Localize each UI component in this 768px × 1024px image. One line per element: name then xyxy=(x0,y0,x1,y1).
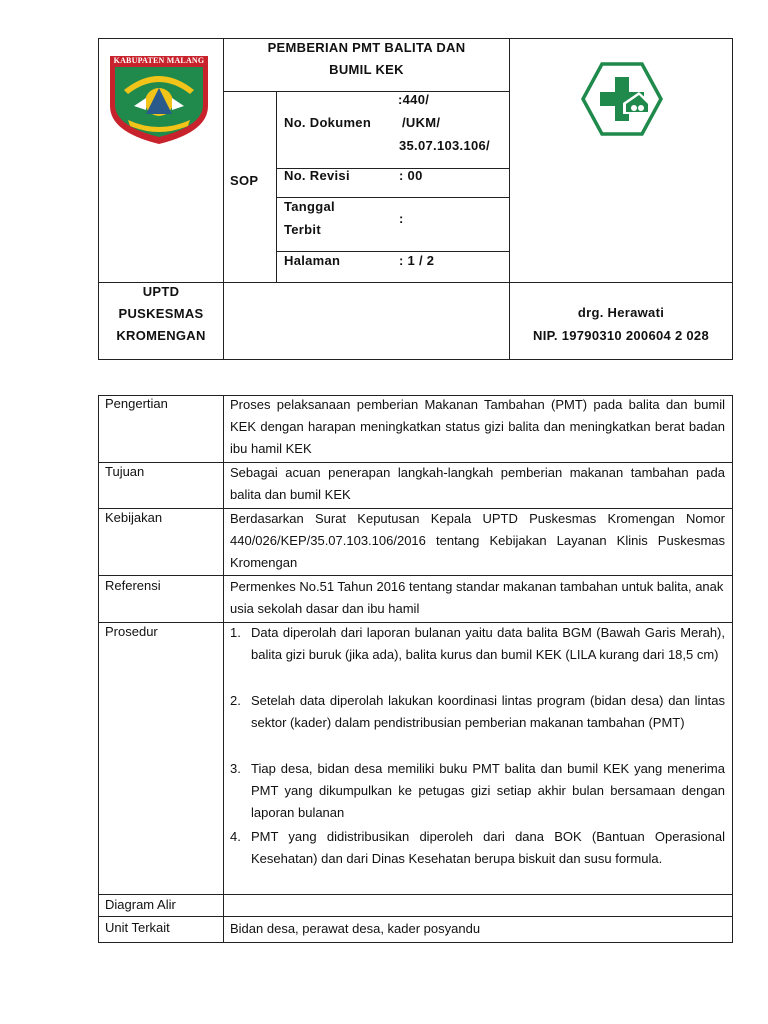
tujuan-text: Sebagai acuan penerapan langkah-langkah pemberian makanan tambahan pada balita dan bumil KEK xyxy=(230,465,725,502)
org-name-line1: UPTD xyxy=(142,284,180,299)
referensi-text: Permenkes No.51 Tahun 2016 tentang standar makanan tambahan untuk balita, anak usia sekolah dasar dan ibu hamil xyxy=(230,579,724,616)
unit-terkait-label: Unit Terkait xyxy=(105,920,170,935)
prosedur-step-text: Setelah data diperolah lakukan koordinasi lintas program (bidan desa) dan lintas sektor (kader) dalam pendistribusian pemberian makanan tambahan (PMT) xyxy=(251,693,725,730)
kebijakan-text: Berdasarkan Surat Keputusan Kepala UPTD Puskesmas Kromengan Nomor 440/026/KEP/35.07.103.106/2016 tentang Kebijakan Layanan Klinis Puskesmas Kromengan xyxy=(230,511,725,570)
tanggal-terbit-label-2: Terbit xyxy=(284,222,321,237)
org-name-line2: PUSKESMAS xyxy=(118,306,204,321)
prosedur-step-num: 4. xyxy=(230,829,241,844)
document-title-line2: BUMIL KEK xyxy=(329,62,404,77)
no-dokumen-value-1: :440/ xyxy=(398,92,430,107)
prosedur-step-num: 1. xyxy=(230,625,241,640)
prosedur-step-num: 2. xyxy=(230,693,241,708)
referensi-label: Referensi xyxy=(105,578,161,593)
prosedur-step-text: PMT yang didistribusikan diperoleh dari dana BOK (Bantuan Operasional Kesehatan) dan dari Dinas Kesehatan berupa biskuit dan susu formula. xyxy=(251,829,725,866)
unit-terkait-text: Bidan desa, perawat desa, kader posyandu xyxy=(230,921,481,936)
puskesmas-logo-icon xyxy=(581,62,663,136)
logo-text: KABUPATEN MALANG xyxy=(113,56,205,65)
tanggal-terbit-value: : xyxy=(399,211,404,226)
halaman-value: : 1 / 2 xyxy=(399,253,435,268)
tanggal-terbit-label-1: Tanggal xyxy=(284,199,335,214)
prosedur-step-text: Tiap desa, bidan desa memiliki buku PMT balita dan bumil KEK yang menerima PMT yang dikumpulkan ke petugas gizi setiap akhir bulan bersamaan dengan laporan bulanan xyxy=(251,761,725,820)
tujuan-label: Tujuan xyxy=(105,464,145,479)
prosedur-label: Prosedur xyxy=(105,624,158,639)
no-revisi-value: : 00 xyxy=(399,168,423,183)
pengertian-label: Pengertian xyxy=(105,396,168,411)
org-name-line3: KROMENGAN xyxy=(116,328,206,343)
no-revisi-label: No. Revisi xyxy=(284,168,350,183)
no-dokumen-value-2: /UKM/ xyxy=(402,115,441,130)
halaman-label: Halaman xyxy=(284,253,341,268)
signer-name: drg. Herawati xyxy=(577,305,665,320)
pengertian-text: Proses pelaksanaan pemberian Makanan Tambahan (PMT) pada balita dan bumil KEK dengan harapan meningkatkan status gizi balita dan meningkatkan berat badan ibu hamil KEK xyxy=(230,397,725,456)
sop-label: SOP xyxy=(230,173,259,188)
document-title-line1: PEMBERIAN PMT BALITA DAN xyxy=(267,40,466,55)
signer-nip: NIP. 19790310 200604 2 028 xyxy=(533,328,709,343)
prosedur-step-num: 3. xyxy=(230,761,241,776)
prosedur-step-text: Data diperolah dari laporan bulanan yaitu data balita BGM (Bawah Garis Merah), balita gizi buruk (jika ada), balita kurus dan bumil KEK (LILA kurang dari 18,5 cm) xyxy=(251,625,725,662)
no-dokumen-label: No. Dokumen xyxy=(284,115,372,130)
no-dokumen-value-3: 35.07.103.106/ xyxy=(399,138,490,153)
diagram-alir-label: Diagram Alir xyxy=(105,897,176,912)
kebijakan-label: Kebijakan xyxy=(105,510,163,525)
